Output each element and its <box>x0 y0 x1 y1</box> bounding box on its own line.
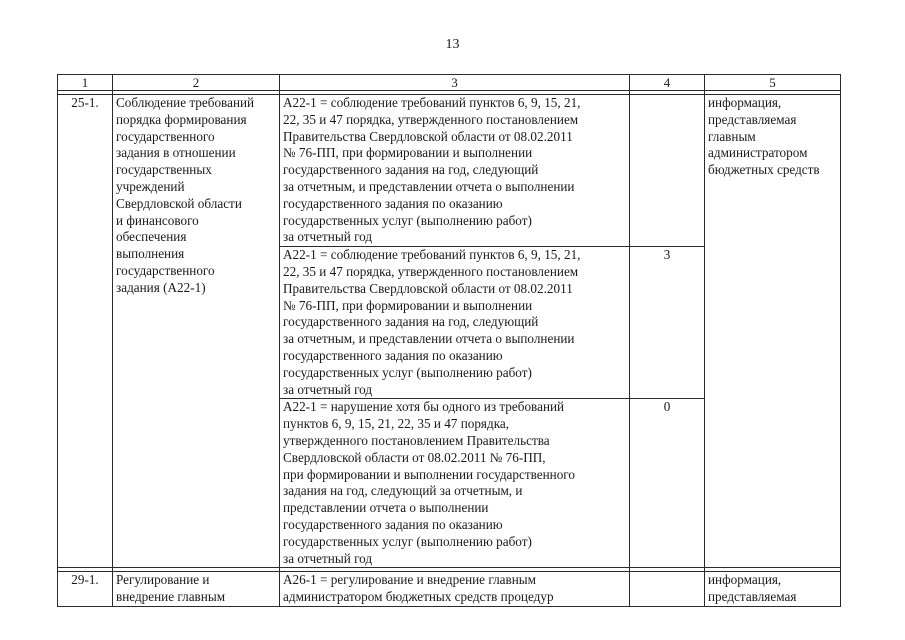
criterion-text: Соблюдение требований порядка формирования государственного задания в отношении государственных учреждений Свердловской области и финансового обеспечения выполнения государственного задания (А22-1) <box>113 95 280 568</box>
criteria-table <box>57 74 841 607</box>
column-header: 3 <box>280 75 630 91</box>
column-header: 2 <box>113 75 280 91</box>
formula-text: А22-1 = соблюдение требований пунктов 6, 9, 15, 21, 22, 35 и 47 порядка, утвержденного постановлением Правительства Свердловской области от 08.02.2011 № 76-ПП, при формировании и выполнении государственного задания на год, следующий за отчетным, и представлении отчета о выполнении государственного задания по оказанию государственных услуг (выполнению работ) за отчетный год <box>280 247 630 399</box>
score-value <box>630 572 705 607</box>
source-note: информация, представляемая <box>705 572 841 607</box>
row-number: 29-1. <box>58 572 113 607</box>
formula-text: А22-1 = соблюдение требований пунктов 6, 9, 15, 21, 22, 35 и 47 порядка, утвержденного постановлением Правительства Свердловской области от 08.02.2011 № 76-ПП, при формировании и выполнении государственного задания на год, следующий за отчетным, и представлении отчета о выполнении государственного задания по оказанию государственных услуг (выполнению работ) за отчетный год <box>280 95 630 247</box>
row-number: 25-1. <box>58 95 113 568</box>
source-note: информация, представляемая главным администратором бюджетных средств <box>705 95 841 568</box>
column-header: 1 <box>58 75 113 91</box>
column-header: 4 <box>630 75 705 91</box>
page-number: 13 <box>445 37 460 52</box>
formula-text: А22-1 = нарушение хотя бы одного из требований пунктов 6, 9, 15, 21, 22, 35 и 47 порядка, утвержденного постановлением Правительства Свердловской области от 08.02.2011 № 76-ПП, при формировании и выполнении государственного задания на год, следующий за отчетным, и представлении отчета о выполнении государственного задания по оказанию государственных услуг (выполнению работ) за отчетный год <box>280 399 630 568</box>
column-header: 5 <box>705 75 841 91</box>
table-row <box>58 95 841 247</box>
table-header-row <box>58 75 841 91</box>
score-value: 0 <box>630 399 705 568</box>
criterion-text: Регулирование и внедрение главным <box>113 572 280 607</box>
score-value <box>630 95 705 247</box>
table-row <box>58 572 841 607</box>
score-value: 3 <box>630 247 705 399</box>
formula-text: А26-1 = регулирование и внедрение главным администратором бюджетных средств процедур <box>280 572 630 607</box>
